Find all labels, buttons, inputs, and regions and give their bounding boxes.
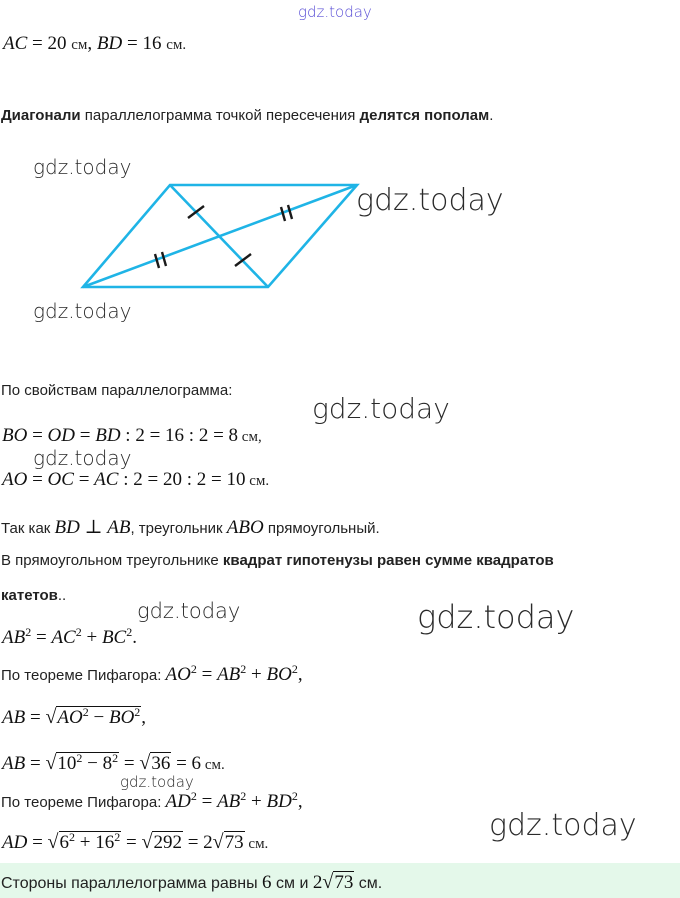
eq-ab-squared: $AB^2 = AC^2 + BC^2$.: [2, 625, 137, 648]
watermark-diagram-3: gdz.today: [33, 299, 132, 323]
eq-ad-value: AD = $√6^2 + 16^2 = √292 = 2√73$ см.: [2, 830, 269, 853]
pyth-bold: квадрат гипотенузы равен сумме квадратов: [222, 552, 554, 569]
pyth-bold-2: катетов: [1, 587, 58, 604]
pyth-prefix: В прямоугольном треугольнике: [1, 552, 223, 569]
watermark-mid-3: gdz.today: [137, 599, 241, 623]
watermark-mid-4: gdz.today: [417, 598, 575, 636]
answer-end: см.: [354, 875, 383, 892]
watermark-small: gdz.today: [120, 773, 194, 791]
answer-line: Стороны параллелограмма равны 6 см и 2√73 см.: [1, 871, 383, 893]
rule-mid: параллелограмма точкой пересечения: [80, 107, 360, 124]
theorem2-label: По теореме Пифагора:: [1, 794, 166, 811]
given-line: AC = 20 см, BD = 16 см.: [3, 33, 187, 54]
eq-ao: AO = OC = AC : 2 = 20 : 2 = 10 см.: [2, 469, 270, 490]
watermark-top: gdz.today: [298, 3, 372, 21]
answer-prefix: Стороны параллелограмма равны: [1, 875, 263, 892]
theorem-line-1: По теореме Пифагора: $AO^2 = AB^2 + BO^2$,: [1, 662, 303, 685]
property-intro: По свойствам параллелограмма:: [1, 382, 233, 399]
perp-suffix: , треугольник: [130, 520, 227, 537]
eq-ab-root: AB = $√AO^2 - BO^2$,: [2, 705, 147, 728]
rule-bold-2: делятся пополам: [359, 107, 490, 124]
watermark-bottom: gdz.today: [489, 808, 637, 843]
perp-end: прямоугольный.: [263, 520, 380, 537]
rule-bold-1: Диагонали: [1, 107, 81, 124]
pythagoras-rule-line1: [1, 552, 554, 569]
watermark-diagram-1: gdz.today: [33, 155, 132, 179]
theorem1-label: По теореме Пифагора:: [1, 667, 166, 684]
tick-ao-2: [162, 252, 166, 266]
watermark-diagram-2: gdz.today: [356, 183, 504, 218]
eq-ab-value: AB = $√10^2 - 8^2 = √36 = 6$ см.: [2, 751, 225, 774]
answer-value-1: 6: [262, 872, 272, 893]
watermark-mid-2: gdz.today: [33, 446, 132, 470]
eq-bo: BO = OD = BD : 2 = 16 : 2 = 8 см,: [2, 425, 262, 446]
rule-end: .: [489, 107, 494, 124]
perp-statement: Так как BD ⊥ AB, треугольник ABO прямоугольный.: [1, 517, 380, 538]
perp-prefix: Так как: [1, 520, 55, 537]
pyth-end: ..: [57, 587, 67, 604]
theorem-line-2: По теореме Пифагора: $AD^2 = AB^2 + BD^2$,: [1, 789, 303, 812]
equal-tick-marks: [155, 205, 292, 268]
diagonals-rule: [1, 107, 493, 124]
tick-oc-2: [288, 205, 292, 219]
diagonal-bd: [170, 185, 268, 287]
parallelogram-shape: [83, 185, 357, 287]
pythagoras-rule-line2: [1, 587, 66, 604]
watermark-mid-1: gdz.today: [312, 392, 450, 425]
answer-mid: см и: [271, 875, 313, 892]
